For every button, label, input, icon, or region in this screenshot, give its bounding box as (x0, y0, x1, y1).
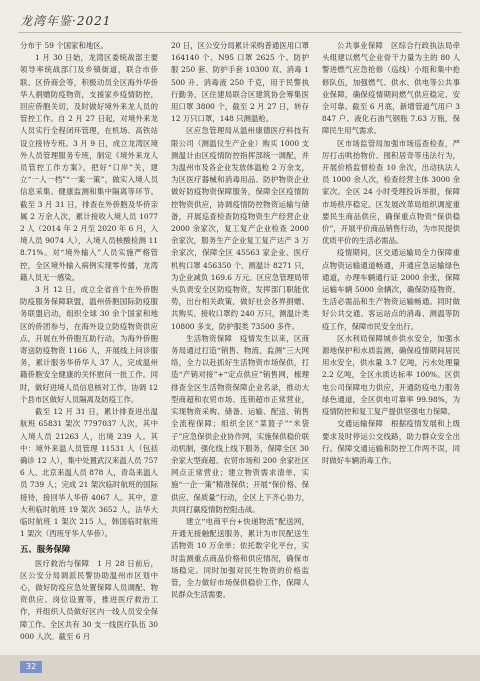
paragraph: 区水利局保障城乡供水安全，加强水源地保护和水质监测，确保疫情期间居民用水安全，供水量 3.7 亿吨，污水处理量 2.2 亿吨，全区水质达标率 100%。区供电公司保障电力供应，开通防疫电力服务绿色通道，全区供电可靠率 99.98%，为疫情防控和复工复产提供坚强电力保障。 (322, 333, 460, 417)
column-1 (20, 40, 158, 652)
column-2 (171, 40, 309, 652)
paragraph: 建立“电商平台+快递物流”配送网，开通无接触配送服务，累计为市民配送生活物资 10 万余单；依托数字化平台，实时监测重点商品价格和供应情况，确保市场稳定。同时加强对民生物资的价格监管，全力做好市场保供稳价工作，保障人民群众生活需要。 (171, 516, 309, 600)
section-heading: 五、服务保障 (20, 544, 71, 555)
paragraph: 分布于 59 个国家和地区。 (20, 41, 109, 50)
page-header (18, 10, 462, 33)
paragraph: 20 日，区公安分局累计采购普通医用口罩 164140 个、N95 口罩 2625 个、防护服 250 套、防护手套 10300 双、消毒 1500 升、消毒液 250 千克，用于民警执行勤务，区住建局联合区建筑协会筹集医用口罩 3800 个，截至 2 月 27 日，转存 12 万只口罩，148 只测温枪。 (171, 41, 309, 124)
paragraph: 截至 12 月 31 日，累计排查进出温航班 65831 架次 7797037 人次，其中入境人员 21263 人，出境 239 人。其中：境外来温人员管理 11531 人（包括确诊 12 人），集中处置武汉来温人员 7576 人、北京来温人员 878 人，青岛来温人员 739 人；完成 21 架次临时航班的国际接待，接回华人华侨 4067 人。其中，意大利临时航班 19 架次 3652 人，法华大临时航班 1 架次 215 人，韩国临时航班 1 架次（西班牙华人华侨）。 (20, 407, 158, 539)
paragraph: 公共事业保障 区综合行政执法局牵头组建以燃气企业骨干力量为主的 80 人警进燃气应急抢修（巡线）小组和集中抢修队伍，加强燃气、供水、供电等公共事业保障，确保疫情期间燃气供应稳定、安全可靠。截至 6 月底，新增管道气用户 3847 户、液化石油气钢瓶 7.63 万瓶，保障民生用气需求。 (322, 41, 460, 136)
paragraph: 区应急管理局从温州康德医疗科技有限公司（测温仪生产企业）购买 1000 支测温计由区疫情防控指挥部统一调配，并为温州市及各企业发放体温枪 2 万余支，为区医疗器械和消毒用品、防护物资企业做好防疫物资保障服务，保障全区疫情防控物资供应，协调疫情防控物资运输与储备，开展巡查检查防疫物资生产经营企业 2000 余家次，复工复产企业检查 2000 余家次，服务生产企业复工复产达产 3 万余家次，保障全区 45563 家企业、医疗机构口罩 456350 个、测温计 8271 只，为企业减负 169.6 万元。区应急管理局带头负责安全区防疫物资，发挥部门职能优势，出台相关政策，做好社会各界捐赠、共购买、接收口罩约 240 万只，测温计类 10800 多支，防护服类 73500 多件。 (171, 126, 309, 331)
paragraph: 交通运输保障 根据疫情发展和上级要求及时停运公交线路，助力群众安全出行。保障交通运输和防控工作两不误，同时做好车辆消毒工作。 (322, 419, 460, 465)
paragraph: 3 月 12 日，成立全省首个在外侨胞防疫服务保障联盟，温州侨胞国际防疫服务联盟启动，组织全球 30 余个国家和地区的侨团参与，在海外设立防疫物资供应点，开展在外侨胞互助行动，为海外侨胞寄送防疫物资 1166 人，开展线上问诊服务，累计服务华侨华人 37 人，完成温州籍侨胞安全健康的关怀慰问一批工作。同时，做好进境人员信息核对工作，协调 12 个县市区做好人员隔离及防疫工作。 (20, 285, 158, 404)
paragraph: 生活物资保障 疫情发生以来，区商务局通过打造“销售、物流、监测”三大网络，全力以赴抓好生活物资市场保供，打造“产销对接”+“定点供应”销售网，梳理排查全区生活物资保障企业名录，推动大型商超和农贸市场、连锁超市正常营业，实现物资采购、储备、运输、配送、销售全流程保障；组织全区“菜篮子”“米袋子”应急保供企业协作网，实施保供稳价联动机制，强化线上线下服务，保障全区 30 余家大型商超、农贸市场和 200 余家社区网点正常营业；建立物资需求清单，实施“一企一策”精准保供；开展“保价格、保供应、保质量”行动，全区上下齐心协力，共同打赢疫情防控阻击战。 (171, 333, 309, 514)
paragraph: 1 月 30 日始，龙湾区委统战部主要领导率统战部门及乡镇街道，联合市侨联、区侨商会等，积极动员全区海外华侨华人捐赠防疫物资，支援家乡疫情防控，回应侨胞关切，及时做好境外来龙人员的管控工作。自 2 月 27 日起，对境外来龙人员实行全程闭环管理，在机场、高铁站设立接待专班。3 月 9 日，成立龙湾区境外人员管理服务专班，制定《境外来龙人员管控工作方案》，把好“口岸”关，建立“一人一档”“一案一策”，做实入境人员信息采集、健康监测和集中隔离等环节。截至 3 月 31 日，排查在外侨胞及华侨亲属 2 万余人次，累计接收入境人员 10772 人（2014 年 2 月至 2020 年 6 月，入境人员 9074 人），入境人员核酸检测 118.71%。对“境外输入”人员实施严格管控，全区境外输入病例实现零传播，龙湾籍人员无一感染。 (20, 53, 158, 282)
column-3 (322, 40, 460, 652)
paragraph: 区市场监管局加强市场巡查检查，严厉打击哄抬物价、囤积居奇等违法行为，开展价格监督检查 10 余次，出动执法人员 1000 余人次，检查经营主体 3000 余家次。全区 24 小时受理投诉举报，保障市场秩序稳定。区发展改革局组织调度重要民生商品供应，确保重点物资“保供稳价”，开展平价商品销售行动，为市民提供优质平价的生活必需品。 (322, 138, 460, 246)
footer-bar (0, 655, 480, 681)
text-columns (20, 40, 460, 652)
book-title: 龙湾年鉴·2021 (20, 14, 112, 28)
paragraph: 疫情期间，区交通运输局全力保障重点物资运输通道畅通，开通应急运输绿色通道，办理车辆通行证 2000 余张，保障运输车辆 5000 余辆次，确保防疫物资、生活必需品和生产物资运输畅通。同时做好公共交通、客运站点的消毒、测温等防疫工作，保障市民安全出行。 (322, 248, 460, 331)
paragraph: 医疗救治与保障 1 月 28 日前后，区公安分局调派民警协助温州市区划中心，做好防疫应急处置保障人员调配、物资供应、岗位设置等，推进医疗救治工作，并组织人员做好区内一线人员安全保障工作。全区共有 30 支一线医疗队伍 30000 人次。截至 6 月 (20, 558, 158, 641)
page-number: 32 (20, 661, 42, 673)
